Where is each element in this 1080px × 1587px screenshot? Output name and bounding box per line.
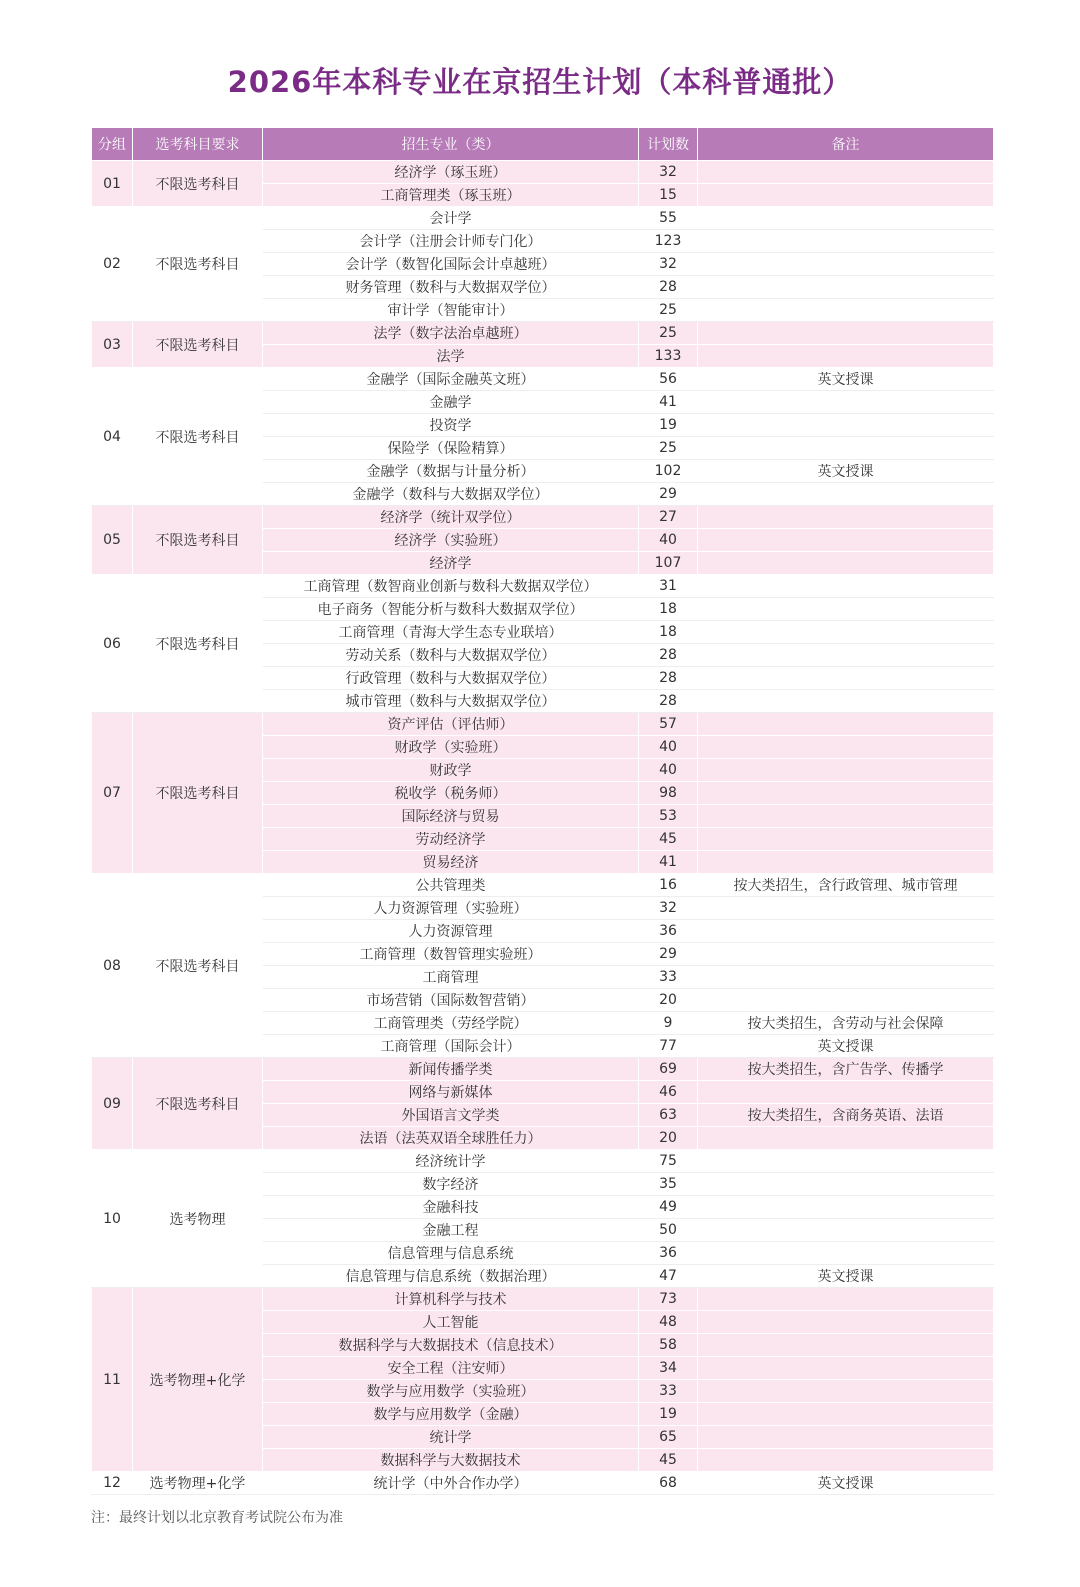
note-cell	[698, 1127, 994, 1150]
subject-requirement-cell: 不限选考科目	[133, 575, 263, 713]
plan-count-cell: 41	[639, 391, 698, 414]
table-row	[92, 1150, 994, 1173]
major-cell: 国际经济与贸易	[263, 805, 639, 828]
subject-requirement-cell: 不限选考科目	[133, 1058, 263, 1150]
group-id-cell: 12	[92, 1472, 133, 1495]
note-cell	[698, 322, 994, 345]
note-cell: 按大类招生，含劳动与社会保障	[698, 1012, 994, 1035]
group-id-cell: 05	[92, 506, 133, 575]
major-cell: 安全工程（注安师）	[263, 1357, 639, 1380]
table-row	[92, 506, 994, 529]
group-id-cell: 06	[92, 575, 133, 713]
major-cell: 工商管理（数智管理实验班）	[263, 943, 639, 966]
major-cell: 金融学（国际金融英文班）	[263, 368, 639, 391]
note-cell	[698, 506, 994, 529]
group-block	[92, 506, 994, 575]
plan-count-cell: 53	[639, 805, 698, 828]
plan-count-cell: 20	[639, 989, 698, 1012]
major-cell: 数字经济	[263, 1173, 639, 1196]
plan-count-cell: 102	[639, 460, 698, 483]
note-cell	[698, 253, 994, 276]
plan-count-cell: 40	[639, 529, 698, 552]
group-id-cell: 04	[92, 368, 133, 506]
plan-count-cell: 33	[639, 966, 698, 989]
note-cell	[698, 1081, 994, 1104]
plan-count-cell: 36	[639, 920, 698, 943]
note-cell	[698, 437, 994, 460]
major-cell: 经济学	[263, 552, 639, 575]
page-title: 2026年本科专业在京招生计划（本科普通批）	[227, 65, 853, 99]
plan-count-cell: 34	[639, 1357, 698, 1380]
subject-requirement-cell: 不限选考科目	[133, 207, 263, 322]
header-plan-count: 计划数	[639, 128, 698, 161]
major-cell: 信息管理与信息系统（数据治理）	[263, 1265, 639, 1288]
major-cell: 统计学	[263, 1426, 639, 1449]
group-id-cell: 11	[92, 1288, 133, 1472]
plan-count-cell: 32	[639, 161, 698, 184]
major-cell: 电子商务（智能分析与数科大数据双学位）	[263, 598, 639, 621]
plan-count-cell: 32	[639, 253, 698, 276]
note-cell	[698, 667, 994, 690]
footnote: 注：最终计划以北京教育考试院公布为准	[91, 1510, 343, 1526]
plan-count-cell: 49	[639, 1196, 698, 1219]
major-cell: 工商管理类（琢玉班）	[263, 184, 639, 207]
group-block	[92, 322, 994, 368]
plan-count-cell: 57	[639, 713, 698, 736]
group-block	[92, 1472, 994, 1495]
note-cell	[698, 1288, 994, 1311]
plan-count-cell: 65	[639, 1426, 698, 1449]
header-major: 招生专业（类）	[263, 128, 639, 161]
plan-count-cell: 47	[639, 1265, 698, 1288]
major-cell: 保险学（保险精算）	[263, 437, 639, 460]
note-cell	[698, 207, 994, 230]
note-cell	[698, 690, 994, 713]
group-block	[92, 1058, 994, 1150]
major-cell: 市场营销（国际数智营销）	[263, 989, 639, 1012]
subject-requirement-cell: 不限选考科目	[133, 874, 263, 1058]
note-cell	[698, 1426, 994, 1449]
header-group: 分组	[92, 128, 133, 161]
note-cell	[698, 943, 994, 966]
plan-count-cell: 18	[639, 621, 698, 644]
note-cell	[698, 1219, 994, 1242]
major-cell: 外国语言文学类	[263, 1104, 639, 1127]
plan-count-cell: 63	[639, 1104, 698, 1127]
note-cell	[698, 713, 994, 736]
table-row	[92, 207, 994, 230]
major-cell: 经济学（琢玉班）	[263, 161, 639, 184]
major-cell: 人工智能	[263, 1311, 639, 1334]
plan-count-cell: 58	[639, 1334, 698, 1357]
major-cell: 工商管理（数智商业创新与数科大数据双学位）	[263, 575, 639, 598]
note-cell	[698, 1334, 994, 1357]
note-cell	[698, 598, 994, 621]
subject-requirement-cell: 选考物理+化学	[133, 1472, 263, 1495]
major-cell: 数学与应用数学（实验班）	[263, 1380, 639, 1403]
note-cell	[698, 1311, 994, 1334]
major-cell: 金融工程	[263, 1219, 639, 1242]
table-row	[92, 1288, 994, 1311]
group-block	[92, 161, 994, 207]
group-block	[92, 874, 994, 1058]
note-cell	[698, 414, 994, 437]
plan-count-cell: 46	[639, 1081, 698, 1104]
major-cell: 资产评估（评估师）	[263, 713, 639, 736]
subject-requirement-cell: 选考物理+化学	[133, 1288, 263, 1472]
note-cell	[698, 805, 994, 828]
major-cell: 金融科技	[263, 1196, 639, 1219]
major-cell: 人力资源管理	[263, 920, 639, 943]
plan-count-cell: 32	[639, 897, 698, 920]
major-cell: 数学与应用数学（金融）	[263, 1403, 639, 1426]
table-row	[92, 713, 994, 736]
plan-count-cell: 33	[639, 1380, 698, 1403]
plan-count-cell: 75	[639, 1150, 698, 1173]
note-cell	[698, 230, 994, 253]
plan-count-cell: 40	[639, 736, 698, 759]
major-cell: 金融学	[263, 391, 639, 414]
plan-count-cell: 16	[639, 874, 698, 897]
header-note: 备注	[698, 128, 994, 161]
major-cell: 计算机科学与技术	[263, 1288, 639, 1311]
plan-count-cell: 73	[639, 1288, 698, 1311]
plan-count-cell: 28	[639, 276, 698, 299]
plan-count-cell: 56	[639, 368, 698, 391]
major-cell: 工商管理	[263, 966, 639, 989]
major-cell: 审计学（智能审计）	[263, 299, 639, 322]
plan-count-cell: 107	[639, 552, 698, 575]
major-cell: 数据科学与大数据技术	[263, 1449, 639, 1472]
major-cell: 法学	[263, 345, 639, 368]
major-cell: 工商管理类（劳经学院）	[263, 1012, 639, 1035]
note-cell	[698, 1173, 994, 1196]
note-cell	[698, 828, 994, 851]
plan-count-cell: 29	[639, 943, 698, 966]
note-cell: 按大类招生，含行政管理、城市管理	[698, 874, 994, 897]
group-block	[92, 368, 994, 506]
note-cell	[698, 621, 994, 644]
table-row	[92, 874, 994, 897]
plan-count-cell: 50	[639, 1219, 698, 1242]
subject-requirement-cell: 不限选考科目	[133, 322, 263, 368]
major-cell: 会计学	[263, 207, 639, 230]
major-cell: 金融学（数据与计量分析）	[263, 460, 639, 483]
header-row	[92, 128, 994, 161]
note-cell	[698, 1150, 994, 1173]
plan-count-cell: 41	[639, 851, 698, 874]
note-cell: 英文授课	[698, 368, 994, 391]
group-id-cell: 07	[92, 713, 133, 874]
group-id-cell: 09	[92, 1058, 133, 1150]
major-cell: 工商管理（国际会计）	[263, 1035, 639, 1058]
major-cell: 财政学	[263, 759, 639, 782]
major-cell: 信息管理与信息系统	[263, 1242, 639, 1265]
note-cell	[698, 1380, 994, 1403]
plan-count-cell: 35	[639, 1173, 698, 1196]
table-row	[92, 575, 994, 598]
major-cell: 法语（法英双语全球胜任力）	[263, 1127, 639, 1150]
plan-count-cell: 31	[639, 575, 698, 598]
major-cell: 人力资源管理（实验班）	[263, 897, 639, 920]
plan-count-cell: 25	[639, 437, 698, 460]
note-cell	[698, 575, 994, 598]
note-cell	[698, 1196, 994, 1219]
note-cell	[698, 552, 994, 575]
plan-count-cell: 19	[639, 1403, 698, 1426]
major-cell: 统计学（中外合作办学）	[263, 1472, 639, 1495]
group-block	[92, 713, 994, 874]
plan-count-cell: 68	[639, 1472, 698, 1495]
plan-count-cell: 98	[639, 782, 698, 805]
group-block	[92, 1288, 994, 1472]
plan-count-cell: 77	[639, 1035, 698, 1058]
subject-requirement-cell: 不限选考科目	[133, 161, 263, 207]
major-cell: 法学（数字法治卓越班）	[263, 322, 639, 345]
note-cell	[698, 1357, 994, 1380]
plan-count-cell: 9	[639, 1012, 698, 1035]
major-cell: 经济统计学	[263, 1150, 639, 1173]
plan-count-cell: 36	[639, 1242, 698, 1265]
note-cell	[698, 345, 994, 368]
note-cell	[698, 851, 994, 874]
subject-requirement-cell: 不限选考科目	[133, 713, 263, 874]
plan-count-cell: 40	[639, 759, 698, 782]
header-subject-requirement: 选考科目要求	[133, 128, 263, 161]
table-row	[92, 1472, 994, 1495]
note-cell	[698, 897, 994, 920]
major-cell: 经济学（统计双学位）	[263, 506, 639, 529]
table-row	[92, 322, 994, 345]
major-cell: 财政学（实验班）	[263, 736, 639, 759]
plan-count-cell: 28	[639, 644, 698, 667]
plan-count-cell: 19	[639, 414, 698, 437]
major-cell: 经济学（实验班）	[263, 529, 639, 552]
note-cell	[698, 1449, 994, 1472]
subject-requirement-cell: 不限选考科目	[133, 506, 263, 575]
plan-count-cell: 28	[639, 690, 698, 713]
note-cell	[698, 184, 994, 207]
note-cell: 按大类招生，含商务英语、法语	[698, 1104, 994, 1127]
major-cell: 会计学（注册会计师专门化）	[263, 230, 639, 253]
note-cell	[698, 391, 994, 414]
note-cell	[698, 161, 994, 184]
plan-count-cell: 18	[639, 598, 698, 621]
major-cell: 新闻传播学类	[263, 1058, 639, 1081]
plan-count-cell: 45	[639, 828, 698, 851]
major-cell: 数据科学与大数据技术（信息技术）	[263, 1334, 639, 1357]
subject-requirement-cell: 选考物理	[133, 1150, 263, 1288]
note-cell	[698, 759, 994, 782]
note-cell: 英文授课	[698, 460, 994, 483]
major-cell: 行政管理（数科与大数据双学位）	[263, 667, 639, 690]
plan-count-cell: 55	[639, 207, 698, 230]
major-cell: 投资学	[263, 414, 639, 437]
table-row	[92, 1058, 994, 1081]
major-cell: 会计学（数智化国际会计卓越班）	[263, 253, 639, 276]
plan-count-cell: 29	[639, 483, 698, 506]
major-cell: 网络与新媒体	[263, 1081, 639, 1104]
group-id-cell: 03	[92, 322, 133, 368]
note-cell	[698, 299, 994, 322]
group-block	[92, 207, 994, 322]
group-id-cell: 01	[92, 161, 133, 207]
plan-count-cell: 69	[639, 1058, 698, 1081]
plan-count-cell: 25	[639, 299, 698, 322]
group-id-cell: 02	[92, 207, 133, 322]
subject-requirement-cell: 不限选考科目	[133, 368, 263, 506]
major-cell: 贸易经济	[263, 851, 639, 874]
group-block	[92, 1150, 994, 1288]
note-cell	[698, 1403, 994, 1426]
major-cell: 财务管理（数科与大数据双学位）	[263, 276, 639, 299]
note-cell	[698, 989, 994, 1012]
note-cell	[698, 966, 994, 989]
plan-count-cell: 123	[639, 230, 698, 253]
major-cell: 劳动关系（数科与大数据双学位）	[263, 644, 639, 667]
plan-count-cell: 20	[639, 1127, 698, 1150]
note-cell	[698, 1242, 994, 1265]
plan-count-cell: 48	[639, 1311, 698, 1334]
note-cell: 英文授课	[698, 1265, 994, 1288]
major-cell: 劳动经济学	[263, 828, 639, 851]
note-cell: 按大类招生，含广告学、传播学	[698, 1058, 994, 1081]
plan-count-cell: 45	[639, 1449, 698, 1472]
plan-count-cell: 15	[639, 184, 698, 207]
group-block	[92, 575, 994, 713]
table-header	[92, 128, 994, 161]
note-cell	[698, 276, 994, 299]
major-cell: 税收学（税务师）	[263, 782, 639, 805]
table-row	[92, 161, 994, 184]
major-cell: 金融学（数科与大数据双学位）	[263, 483, 639, 506]
group-id-cell: 10	[92, 1150, 133, 1288]
enrollment-plan-table	[91, 127, 994, 1495]
major-cell: 公共管理类	[263, 874, 639, 897]
major-cell: 工商管理（青海大学生态专业联培）	[263, 621, 639, 644]
note-cell	[698, 736, 994, 759]
table-row	[92, 368, 994, 391]
plan-count-cell: 28	[639, 667, 698, 690]
note-cell	[698, 920, 994, 943]
note-cell	[698, 483, 994, 506]
plan-count-cell: 133	[639, 345, 698, 368]
note-cell	[698, 529, 994, 552]
note-cell	[698, 644, 994, 667]
note-cell: 英文授课	[698, 1035, 994, 1058]
group-id-cell: 08	[92, 874, 133, 1058]
major-cell: 城市管理（数科与大数据双学位）	[263, 690, 639, 713]
plan-count-cell: 27	[639, 506, 698, 529]
note-cell	[698, 782, 994, 805]
plan-count-cell: 25	[639, 322, 698, 345]
note-cell: 英文授课	[698, 1472, 994, 1495]
